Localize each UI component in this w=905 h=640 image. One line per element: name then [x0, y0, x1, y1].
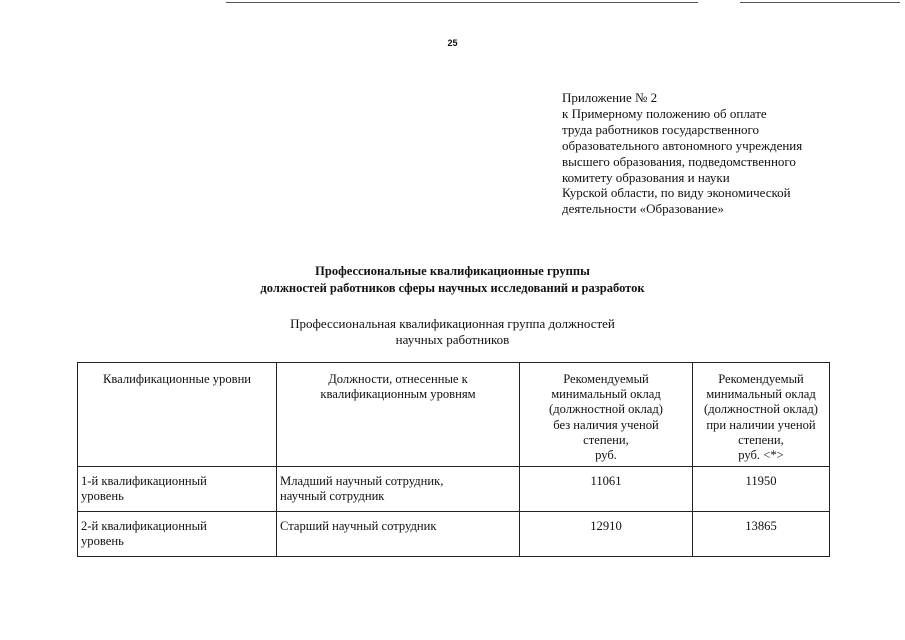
title-line: Профессиональные квалификационные группы [315, 264, 590, 278]
subtitle-line: Профессиональная квалификационная группа должностей [290, 316, 615, 331]
header-text: руб. [595, 448, 617, 463]
title-line: должностей работников сферы научных исследований и разработок [260, 281, 645, 295]
salary-without-degree-cell: 12910 [520, 512, 693, 557]
cell-text: Старший научный сотрудник [280, 519, 437, 534]
appendix-line: Приложение № 2 [562, 90, 658, 105]
header-text: при наличии ученой [706, 417, 816, 432]
appendix-line: высшего образования, подведомственного [562, 153, 796, 169]
page-number: 25 [447, 38, 458, 48]
appendix-line: образовательного автономного учреждения [562, 137, 803, 153]
group-subtitle [0, 316, 905, 347]
header-salary-without-degree [520, 363, 693, 467]
header-positions [277, 363, 520, 467]
header-text: Рекомендуемый [718, 372, 804, 386]
qualification-level-cell [78, 467, 277, 512]
appendix-line: труда работников государственного [562, 121, 760, 137]
positions-cell [277, 512, 520, 557]
qualification-level-cell [78, 512, 277, 557]
appendix-line: комитету образования и науки [562, 169, 730, 185]
header-text: степени, [583, 432, 629, 447]
table-row [78, 467, 830, 512]
scan-edge-line [226, 2, 698, 3]
cell-text: 1-й квалификационный [81, 474, 207, 489]
salary-without-degree-cell: 11061 [520, 467, 693, 512]
header-text: без наличия ученой [553, 417, 659, 432]
cell-text: Младший научный сотрудник, [280, 474, 444, 489]
header-text: Квалификационные уровни [102, 372, 252, 386]
header-text: (должностной оклад) [549, 402, 663, 417]
appendix-line: деятельности «Образование» [562, 201, 724, 217]
appendix-header [562, 90, 892, 217]
scan-edge-line [740, 2, 900, 3]
salary-table [77, 362, 830, 557]
header-text: минимальный оклад [551, 387, 661, 402]
subtitle-line: научных работников [395, 331, 510, 347]
appendix-line: к Примерному положению об оплате [562, 105, 767, 121]
appendix-line: Курской области, по виду экономической [562, 185, 791, 201]
table-row [78, 512, 830, 557]
header-text: минимальный оклад [706, 387, 816, 402]
header-qualification-levels [78, 363, 277, 467]
cell-text: 2-й квалификационный [81, 519, 207, 534]
header-text: квалификационным уровням [320, 387, 476, 402]
cell-text: уровень [81, 489, 124, 504]
header-text: руб. <*> [738, 448, 784, 463]
table-header-row [78, 363, 830, 467]
document-title [0, 263, 905, 297]
cell-text: научный сотрудник [280, 489, 385, 504]
header-text: Должности, отнесенные к [328, 372, 468, 386]
positions-cell [277, 467, 520, 512]
salary-with-degree-cell: 13865 [693, 512, 830, 557]
header-text: степени, [738, 432, 784, 447]
cell-text: уровень [81, 534, 124, 549]
header-text: Рекомендуемый [563, 372, 649, 386]
header-salary-with-degree [693, 363, 830, 467]
header-text: (должностной оклад) [704, 402, 818, 417]
salary-with-degree-cell: 11950 [693, 467, 830, 512]
